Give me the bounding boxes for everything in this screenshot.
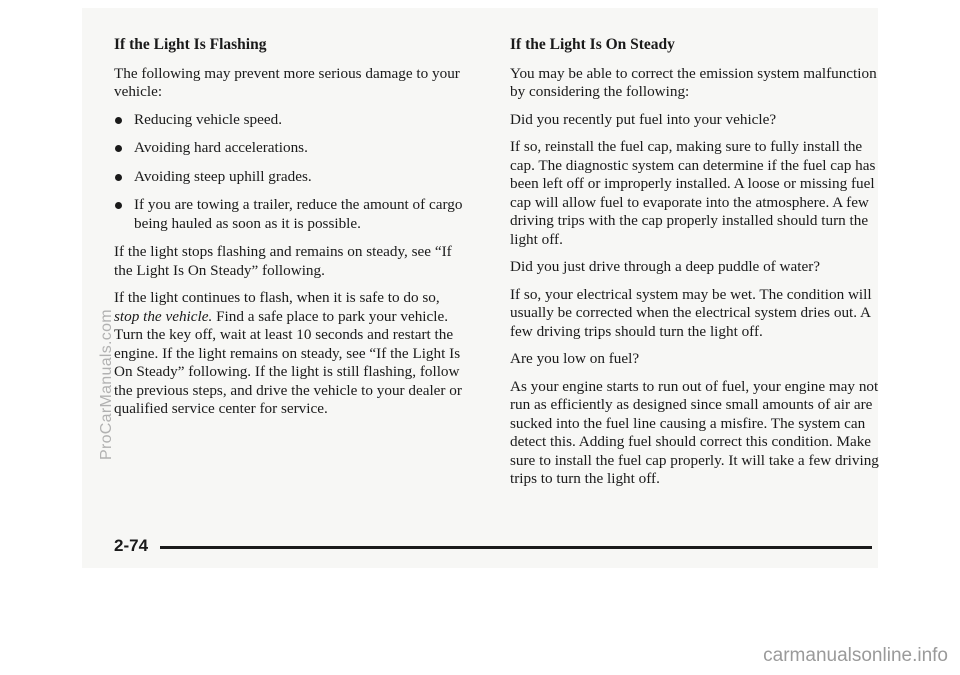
bullet-dot-icon (115, 202, 122, 209)
page-footer (114, 536, 872, 560)
steady-paragraph: You may be able to correct the emission system malfunction by considering the following: (510, 64, 877, 100)
right-column (510, 36, 880, 498)
page-number: 2-74 (114, 536, 149, 555)
bullet-item (114, 196, 466, 233)
bullet-list (114, 111, 466, 234)
steady-paragraph: If so, your electrical system may be wet. The condition will usually be corrected when the electrical system dries out. A few driving trips should turn the light off. (510, 285, 872, 340)
bullet-item (114, 111, 466, 130)
manual-page (82, 8, 878, 568)
bullet-dot-icon (115, 117, 122, 124)
light-continues-rest: Find a safe place to park your vehicle. Turn the key off, wait at least 10 seconds and restart the engine. If the light remains on steady, see “If the Light Is On Steady” following. If the light is still flashing, follow the previous steps, and drive the vehicle to your dealer or qualified service center for service. (114, 307, 462, 417)
stop-vehicle-emphasis: stop the vehicle. (114, 307, 213, 325)
intro-paragraph: The following may prevent more serious damage to your vehicle: (114, 64, 460, 100)
side-watermark: ProCarManuals.com (98, 309, 115, 460)
bullet-dot-icon (115, 174, 122, 181)
bullet-text: Avoiding hard accelerations. (134, 139, 308, 156)
bullet-item (114, 139, 466, 158)
bullet-text: Avoiding steep uphill grades. (134, 167, 312, 185)
left-column (114, 36, 466, 428)
steady-paragraph: If so, reinstall the fuel cap, making sure to fully install the cap. The diagnostic system can determine if the fuel cap has been left off or improperly installed. A loose or missing fuel cap will allow fuel to evaporate into the atmosphere. A few driving trips with the cap properly installed should turn the light off. (510, 138, 876, 248)
section-heading-steady: If the Light Is On Steady (510, 36, 675, 53)
light-stops-paragraph: If the light stops flashing and remains on steady, see “If the Light Is On Steady” following. (114, 243, 452, 279)
steady-paragraph: As your engine starts to run out of fuel, your engine may not run as efficiently as designed since small amounts of air are sucked into the fuel line causing a misfire. The system can detect this. Adding fuel should correct this condition. Make sure to install the fuel cap properly. It will take a few driving trips to turn the light off. (510, 377, 879, 487)
bullet-text: Reducing vehicle speed. (134, 110, 283, 128)
light-continues-paragraph (114, 289, 466, 419)
steady-paragraph: Did you recently put fuel into your vehicle? (510, 110, 777, 128)
steady-paragraph: Did you just drive through a deep puddle of water? (510, 258, 820, 275)
footer-rule (160, 546, 872, 549)
light-continues-lead: If the light continues to flash, when it is safe to do so, (114, 289, 440, 306)
bottom-watermark: carmanualsonline.info (763, 645, 948, 666)
bullet-text: If you are towing a trailer, reduce the amount of cargo being hauled as soon as it is possible. (134, 196, 463, 232)
bullet-item (114, 168, 466, 187)
steady-paragraph: Are you low on fuel? (510, 350, 640, 367)
section-heading-flashing: If the Light Is Flashing (114, 36, 267, 53)
bullet-dot-icon (115, 145, 122, 152)
